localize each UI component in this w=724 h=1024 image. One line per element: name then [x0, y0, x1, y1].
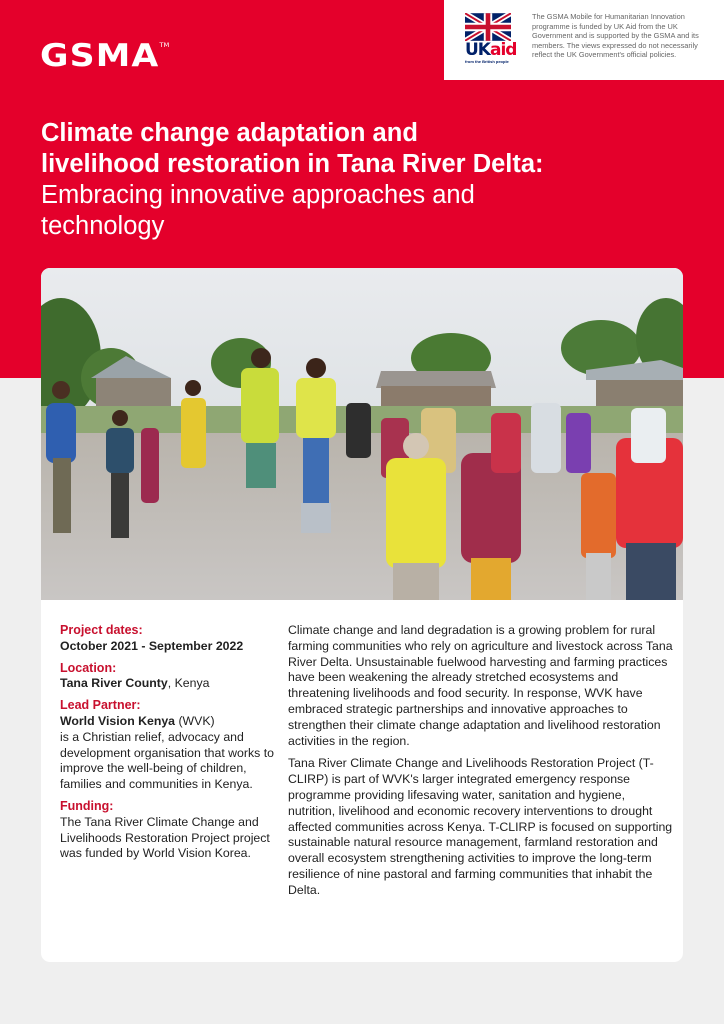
title-line-1: Climate change adaptation and: [41, 119, 418, 147]
funding-disclaimer: The GSMA Mobile for Humanitarian Innovation programme is funded by UK Aid from the UK Government and is supported by the GSMA and its members. The views expressed do not necessarily reflect the UK Government's official policies.: [532, 12, 699, 60]
ukaid-logo: [465, 13, 517, 67]
trademark-mark: TM: [159, 42, 170, 49]
location-country: , Kenya: [167, 676, 210, 691]
ukaid-tagline: from the British people: [465, 59, 509, 64]
gsma-logo: [40, 38, 169, 74]
project-dates: [60, 623, 275, 655]
body-text: [288, 623, 673, 906]
lead-partner-abbr: (WVK): [175, 713, 215, 728]
funding: [60, 799, 275, 862]
funding-value: The Tana River Climate Change and Livelihoods Restoration Project project was funded by World Vision Korea.: [60, 814, 270, 861]
project-dates-label: Project dates:: [60, 623, 143, 637]
union-jack-flag-icon: [465, 13, 511, 41]
photo-house-roof: [376, 371, 496, 388]
lead-partner: [60, 698, 275, 793]
community-drone-photo: [41, 268, 683, 600]
location-label: Location:: [60, 660, 117, 675]
ukaid-aid: aid: [489, 40, 517, 60]
title-line-2: livelihood restoration in Tana River Delta:: [41, 150, 544, 178]
content-card: [41, 268, 683, 962]
ukaid-wordmark: [465, 40, 517, 60]
location: [60, 661, 275, 693]
photo-house: [381, 386, 491, 408]
lead-partner-name: World Vision Kenya: [60, 713, 176, 728]
body-paragraph-2: Tana River Climate Change and Livelihoods Restoration Project (T-CLIRP) is part of WVK's larger integrated emergency response programme providing lifesaving water, sanitation and hygiene, nutrition, livelihood and economic recovery interventions to drought affected communities across Kenya. T-CLIRP is focused on supporting sustainable natural resource management, farmland restoration and overall ecosystem strengthening activities to improve the long-term resilience of nine pastoral and farming communities that inhabit the Delta.: [288, 756, 673, 897]
lead-partner-description: is a Christian relief, advocacy and development organisation that works to improve the well-being of children, families and communities in Kenya.: [60, 729, 274, 792]
ukaid-uk: UK: [465, 40, 490, 60]
gsma-logo-text: GSMA: [40, 38, 160, 74]
page-title: [41, 118, 661, 242]
project-facts-sidebar: [60, 623, 275, 868]
body-paragraph-1: Climate change and land degradation is a growing problem for rural farming communities who rely on agriculture and livestock across Tana River Delta. Unsustainable fuelwood harvesting and farming practices have been weakening the already stretched ecosystems and threatening livelihoods and food security. In response, WVK have embraced strategic partnerships and innovative approaches to strengthen their climate change adaptation and livelihood restoration activities in the region.: [288, 623, 673, 748]
subtitle-line-2: technology: [41, 212, 165, 240]
photo-house: [596, 380, 683, 410]
location-county: Tana River County: [60, 676, 168, 691]
lead-partner-label: Lead Partner:: [60, 698, 141, 713]
project-dates-value: October 2021 - September 2022: [60, 638, 244, 653]
ukaid-funding-notice: [444, 0, 724, 80]
subtitle-line-1: Embracing innovative approaches and: [41, 181, 475, 209]
funding-label: Funding:: [60, 798, 114, 813]
